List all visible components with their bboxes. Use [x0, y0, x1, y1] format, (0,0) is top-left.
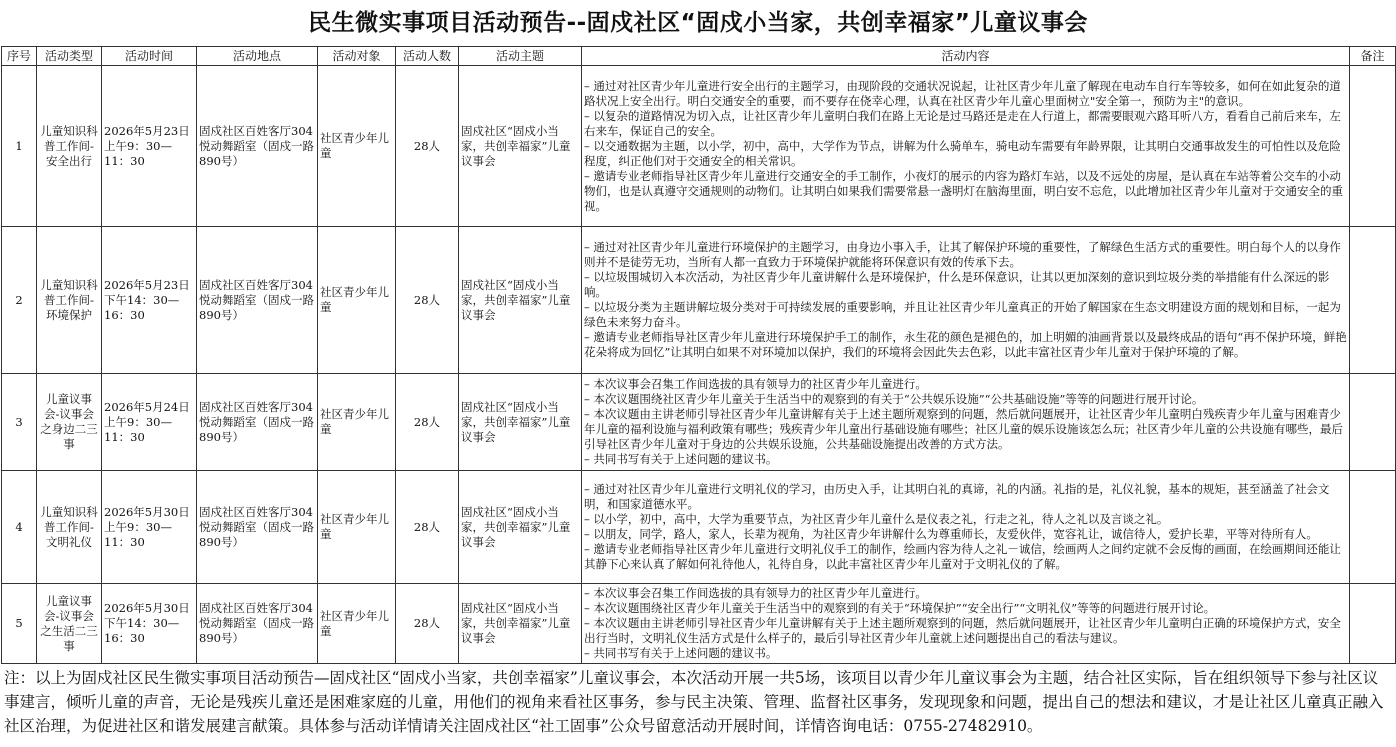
content-item: – 本次议题围绕社区青少年儿童关于生活当中的观察到的有关于“公共娱乐设施”“公共基础设施”等等的问题进行展开讨论。	[584, 392, 1204, 406]
row-time: 2026年5月23日下午14：30—16：30	[102, 227, 197, 374]
row-note	[1350, 471, 1396, 584]
content-item: – 邀请专业老师指导社区青少年儿童进行文明礼仪手工的制作，绘画内容为待人之礼－诚信，绘画两人之间约定就不会反悔的画面，在绘画期间还能让其静下心来认真了解如何礼待他人，礼待自身，以此丰富社区青少年儿童对于文明礼仪的了解。	[584, 542, 1341, 571]
row-no: 5	[2, 584, 37, 664]
content-item: – 本次议题围绕社区青少年儿童关于生活当中的观察到的有关于“环境保护”“安全出行”“文明礼仪”等等的问题进行展开讨论。	[584, 601, 1216, 615]
header-count: 活动人数	[396, 47, 459, 66]
footnote: 注：以上为固戍社区民生微实事项目活动预告—固戍社区“固戍小当家，共创幸福家”儿童议事会，本次活动开展一共5场，该项目以青少年儿童议事会为主题，结合社区实际，旨在组织领导下参与社区议事建言，倾听儿童的声音，无论是残疾儿童还是困难家庭的儿童，用他们的视角来看社区事务，参与民主决策、管理、监督社区事务，发现现象和问题，提出自己的想法和建议，才是让社区儿童真正融入社区治理，为促进社区和谐发展建言献策。具体参与活动详情请关注固戍社区“社工固事”公众号留意活动开展时间，详情咨询电话：0755-27482910。	[4, 669, 1384, 735]
row-time: 2026年5月24日上午9：30—11：30	[102, 374, 197, 471]
row-type: 儿童议事会-议事会之生活二三事	[37, 584, 102, 664]
row-location: 固戍社区百姓客厅304悦动舞蹈室（固戍一路890号）	[197, 66, 318, 227]
content-item: – 本次议事会召集工作间选拔的具有领导力的社区青少年儿童进行。	[584, 377, 927, 391]
row-count: 28人	[396, 227, 459, 374]
content-item: – 共同书写有关于上述问题的建议书。	[584, 452, 778, 466]
content-item: – 本次议事会召集工作间选拔的具有领导力的社区青少年儿童进行。	[584, 586, 927, 600]
row-target: 社区青少年儿童	[318, 66, 396, 227]
row-type: 儿童知识科普工作间-环境保护	[37, 227, 102, 374]
row-content	[582, 471, 1350, 584]
content-item: – 通过对社区青少年儿童进行环境保护的主题学习，由身边小事入手，让其了解保护环境的重要性，了解绿色生活方式的重要性。明白每个人的以身作则并不是徒劳无功，当所有人都一直致力于环境保护就能将环保意识有效的传承下去。	[584, 240, 1341, 269]
content-item: – 以朋友，同学，路人，家人，长辈为视角，为社区青少年讲解什么为尊重师长，友爱伙伴，宽容礼让，诚信待人，爱护长辈，平等对待所有人。	[584, 527, 1318, 541]
row-location: 固戍社区百姓客厅304悦动舞蹈室（固戍一路890号）	[197, 471, 318, 584]
row-time: 2026年5月30日上午9：30—11：30	[102, 471, 197, 584]
content-item: – 本次议题由主讲老师引导社区青少年儿童讲解有关于上述主题所观察到的问题，然后就问题展开，让社区青少年儿童明白正确的环境保护方式，安全出行当时，文明礼仪生活方式是什么样子的，最后引导社区青少年儿童就上述问题提出自己的看法与建议。	[584, 616, 1341, 645]
row-target: 社区青少年儿童	[318, 227, 396, 374]
content-item: – 以垃圾分类为主题讲解垃圾分类对于可持续发展的重要影响，并且让社区青少年儿童真正的开始了解国家在生态文明建设方面的规划和目标，一起为绿色未来努力奋斗。	[584, 300, 1341, 329]
content-item: – 以交通数据为主题，以小学，初中，高中，大学作为节点，讲解为什么骑单车，骑电动车需要有年龄界限，让其明白交通事故发生的可怕性以及危险程度，纠正他们对于交通安全的相关常识。	[584, 138, 1341, 168]
row-count: 28人	[396, 374, 459, 471]
row-type: 儿童知识科普工作间-安全出行	[37, 66, 102, 227]
table-row	[2, 374, 1396, 471]
row-time: 2026年5月23日上午9：30—11：30	[102, 66, 197, 227]
row-no: 2	[2, 227, 37, 374]
table-row	[2, 584, 1396, 664]
header-no: 序号	[2, 47, 37, 66]
row-theme: 固戍社区“固戍小当家，共创幸福家”儿童议事会	[459, 584, 582, 664]
header-type: 活动类型	[37, 47, 102, 66]
row-note	[1350, 584, 1396, 664]
row-time: 2026年5月30日下午14：30—16：30	[102, 584, 197, 664]
header-target: 活动对象	[318, 47, 396, 66]
row-type: 儿童议事会-议事会之身边二三事	[37, 374, 102, 471]
row-type: 儿童知识科普工作间-文明礼仪	[37, 471, 102, 584]
row-location: 固戍社区百姓客厅304悦动舞蹈室（固戍一路890号）	[197, 584, 318, 664]
document-title: 民生微实事项目活动预告--固戍社区“固戍小当家，共创幸福家”儿童议事会	[308, 10, 1088, 36]
content-item: – 通过对社区青少年儿童进行安全出行的主题学习，由现阶段的交通状况说起，让社区青少年儿童了解现在电动车自行车等较多，如何在如此复杂的道路状况上安全出行。明白交通安全的重要，而不要存在侥幸心理，认真在社区青少年儿童心里面树立"安全第一，预防为主"的意识。	[584, 78, 1341, 108]
row-theme: 固戍社区“固戍小当家，共创幸福家”儿童议事会	[459, 66, 582, 227]
row-content	[582, 66, 1350, 227]
row-theme: 固戍社区“固戍小当家，共创幸福家”儿童议事会	[459, 374, 582, 471]
row-note	[1350, 374, 1396, 471]
content-item: – 通过对社区青少年儿童进行文明礼仪的学习，由历史入手，让其明白礼的真谛，礼的内涵。礼指的是，礼仪礼貌，基本的规矩，甚至涵盖了社会文明，和国家道德水平。	[584, 482, 1330, 511]
row-theme: 固戍社区“固戍小当家，共创幸福家”儿童议事会	[459, 471, 582, 584]
row-content	[582, 374, 1350, 471]
row-count: 28人	[396, 471, 459, 584]
row-content	[582, 584, 1350, 664]
row-theme: 固戍社区“固戍小当家，共创幸福家”儿童议事会	[459, 227, 582, 374]
row-no: 4	[2, 471, 37, 584]
content-item: – 邀请专业老师指导社区青少年儿童进行交通安全的手工制作，小夜灯的展示的内容为路灯车站，以及不远处的房屋，是认真在车站等着公交车的小动物们，也是认真遵守交通规则的动物们。让其明白如果我们需要常悬一盏明灯在脑海里面，明白安不忘危，以此增加社区青少年儿童对于交通安全的重视。	[584, 168, 1343, 213]
content-item: – 共同书写有关于上述问题的建议书。	[584, 646, 778, 660]
header-note: 备注	[1350, 47, 1396, 66]
content-item: – 以复杂的道路情况为切入点，让社区青少年儿童明白我们在路上无论是过马路还是走在人行道上，都需要眼观六路耳听八方，看看自己前后来车，左右来车，保证自己的安全。	[584, 108, 1341, 138]
content-item: – 以垃圾围城切入本次活动，为社区青少年儿童讲解什么是环境保护，什么是环保意识，让其以更加深刻的意识到垃圾分类的举措能有什么深远的影响。	[584, 270, 1330, 299]
row-location: 固戍社区百姓客厅304悦动舞蹈室（固戍一路890号）	[197, 227, 318, 374]
table-row	[2, 471, 1396, 584]
header-location: 活动地点	[197, 47, 318, 66]
row-no: 1	[2, 66, 37, 227]
table-row	[2, 66, 1396, 227]
row-content	[582, 227, 1350, 374]
row-target: 社区青少年儿童	[318, 584, 396, 664]
row-target: 社区青少年儿童	[318, 374, 396, 471]
content-item: – 以小学，初中，高中，大学为重要节点，为社区青少年儿童什么是仪表之礼，行走之礼，待人之礼以及言谈之礼。	[584, 512, 1169, 526]
table-header-row	[2, 47, 1396, 66]
row-no: 3	[2, 374, 37, 471]
header-theme: 活动主题	[459, 47, 582, 66]
activity-table	[1, 46, 1396, 664]
row-note	[1350, 227, 1396, 374]
row-location: 固戍社区百姓客厅304悦动舞蹈室（固戍一路890号）	[197, 374, 318, 471]
content-item: – 本次议题由主讲老师引导社区青少年儿童讲解有关于上述主题所观察到的问题，然后就问题展开，让社区青少年儿童明白残疾青少年儿童与困难青少年儿童的福利设施与福利政策有哪些；残疾青少年儿童出行基础设施有哪些；社区儿童的娱乐设施该怎么玩；社区青少年儿童的公共设施有哪些，最后引导社区青少年儿童对于身边的公共娱乐设施，公共基础设施提出改善的方式方法。	[584, 407, 1343, 451]
header-content: 活动内容	[582, 47, 1350, 66]
row-count: 28人	[396, 66, 459, 227]
table-row	[2, 227, 1396, 374]
row-note	[1350, 66, 1396, 227]
header-time: 活动时间	[102, 47, 197, 66]
content-item: – 邀请专业老师指导社区青少年儿童进行环境保护手工的制作，永生花的颜色是褪色的，加上明媚的油画背景以及最终成品的语句“再不保护环境，鲜艳花朵将成为回忆”让其明白如果不对环境加以保护，我们的环境将会因此失去色彩，以此丰富社区青少年儿童对于保护环境的了解。	[584, 330, 1347, 359]
row-count: 28人	[396, 584, 459, 664]
row-target: 社区青少年儿童	[318, 471, 396, 584]
